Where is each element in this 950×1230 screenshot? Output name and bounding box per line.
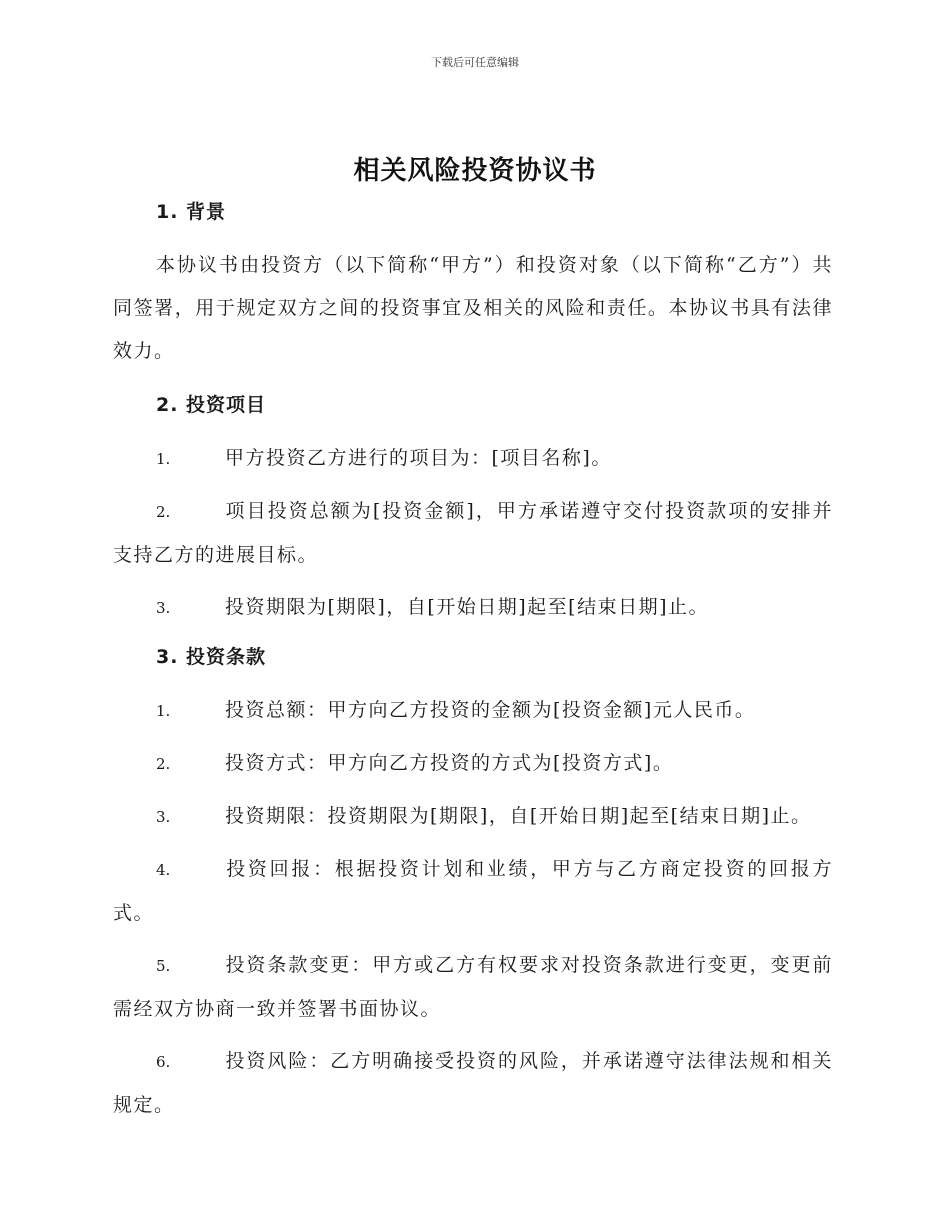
item-number: 5. xyxy=(156,957,171,975)
item-number: 6. xyxy=(156,1053,171,1071)
item-text: 投资方式：甲方向乙方投资的方式为[投资方式]。 xyxy=(225,752,674,774)
list-item xyxy=(113,795,833,839)
list-item xyxy=(113,490,833,577)
list-item xyxy=(113,1040,833,1127)
list-item xyxy=(113,944,833,1031)
list-item xyxy=(113,848,833,935)
section-heading-investment-terms: 3. 投资条款 xyxy=(156,646,267,668)
section-heading-background: 1. 背景 xyxy=(156,201,227,223)
list-item xyxy=(113,437,833,481)
list-item xyxy=(113,586,833,630)
item-text: 投资风险：乙方明确接受投资的风险，并承诺遵守法律法规和相关规定。 xyxy=(113,1050,833,1116)
document-body xyxy=(113,194,833,1136)
item-text: 甲方投资乙方进行的项目为：[项目名称]。 xyxy=(225,447,612,469)
document-title: 相关风险投资协议书 xyxy=(353,156,597,186)
item-text: 投资回报：根据投资计划和业绩，甲方与乙方商定投资的回报方式。 xyxy=(113,858,833,924)
item-number: 2. xyxy=(156,503,171,521)
list-item xyxy=(113,689,833,733)
item-text: 投资总额：甲方向乙方投资的金额为[投资金额]元人民币。 xyxy=(225,699,756,721)
section-heading-investment-project: 2. 投资项目 xyxy=(156,394,267,416)
item-text: 项目投资总额为[投资金额]，甲方承诺遵守交付投资款项的安排并支持乙方的进展目标。 xyxy=(113,500,833,566)
list-item xyxy=(113,742,833,786)
header-note: 下载后可任意编辑 xyxy=(431,56,519,69)
item-text: 投资期限：投资期限为[期限]，自[开始日期]起至[结束日期]止。 xyxy=(225,805,812,827)
background-paragraph: 本协议书由投资方（以下简称“甲方”）和投资对象（以下简称“乙方”）共同签署，用于规定双方之间的投资事宜及相关的风险和责任。本协议书具有法律效力。 xyxy=(113,254,833,362)
item-text: 投资条款变更：甲方或乙方有权要求对投资条款进行变更，变更前需经双方协商一致并签署书面协议。 xyxy=(113,954,833,1020)
item-number: 1. xyxy=(156,450,171,468)
item-number: 1. xyxy=(156,702,171,720)
item-number: 2. xyxy=(156,755,171,773)
item-text: 投资期限为[期限]，自[开始日期]起至[结束日期]止。 xyxy=(225,596,709,618)
item-number: 3. xyxy=(156,808,171,826)
item-number: 3. xyxy=(156,599,171,617)
item-number: 4. xyxy=(156,861,171,879)
